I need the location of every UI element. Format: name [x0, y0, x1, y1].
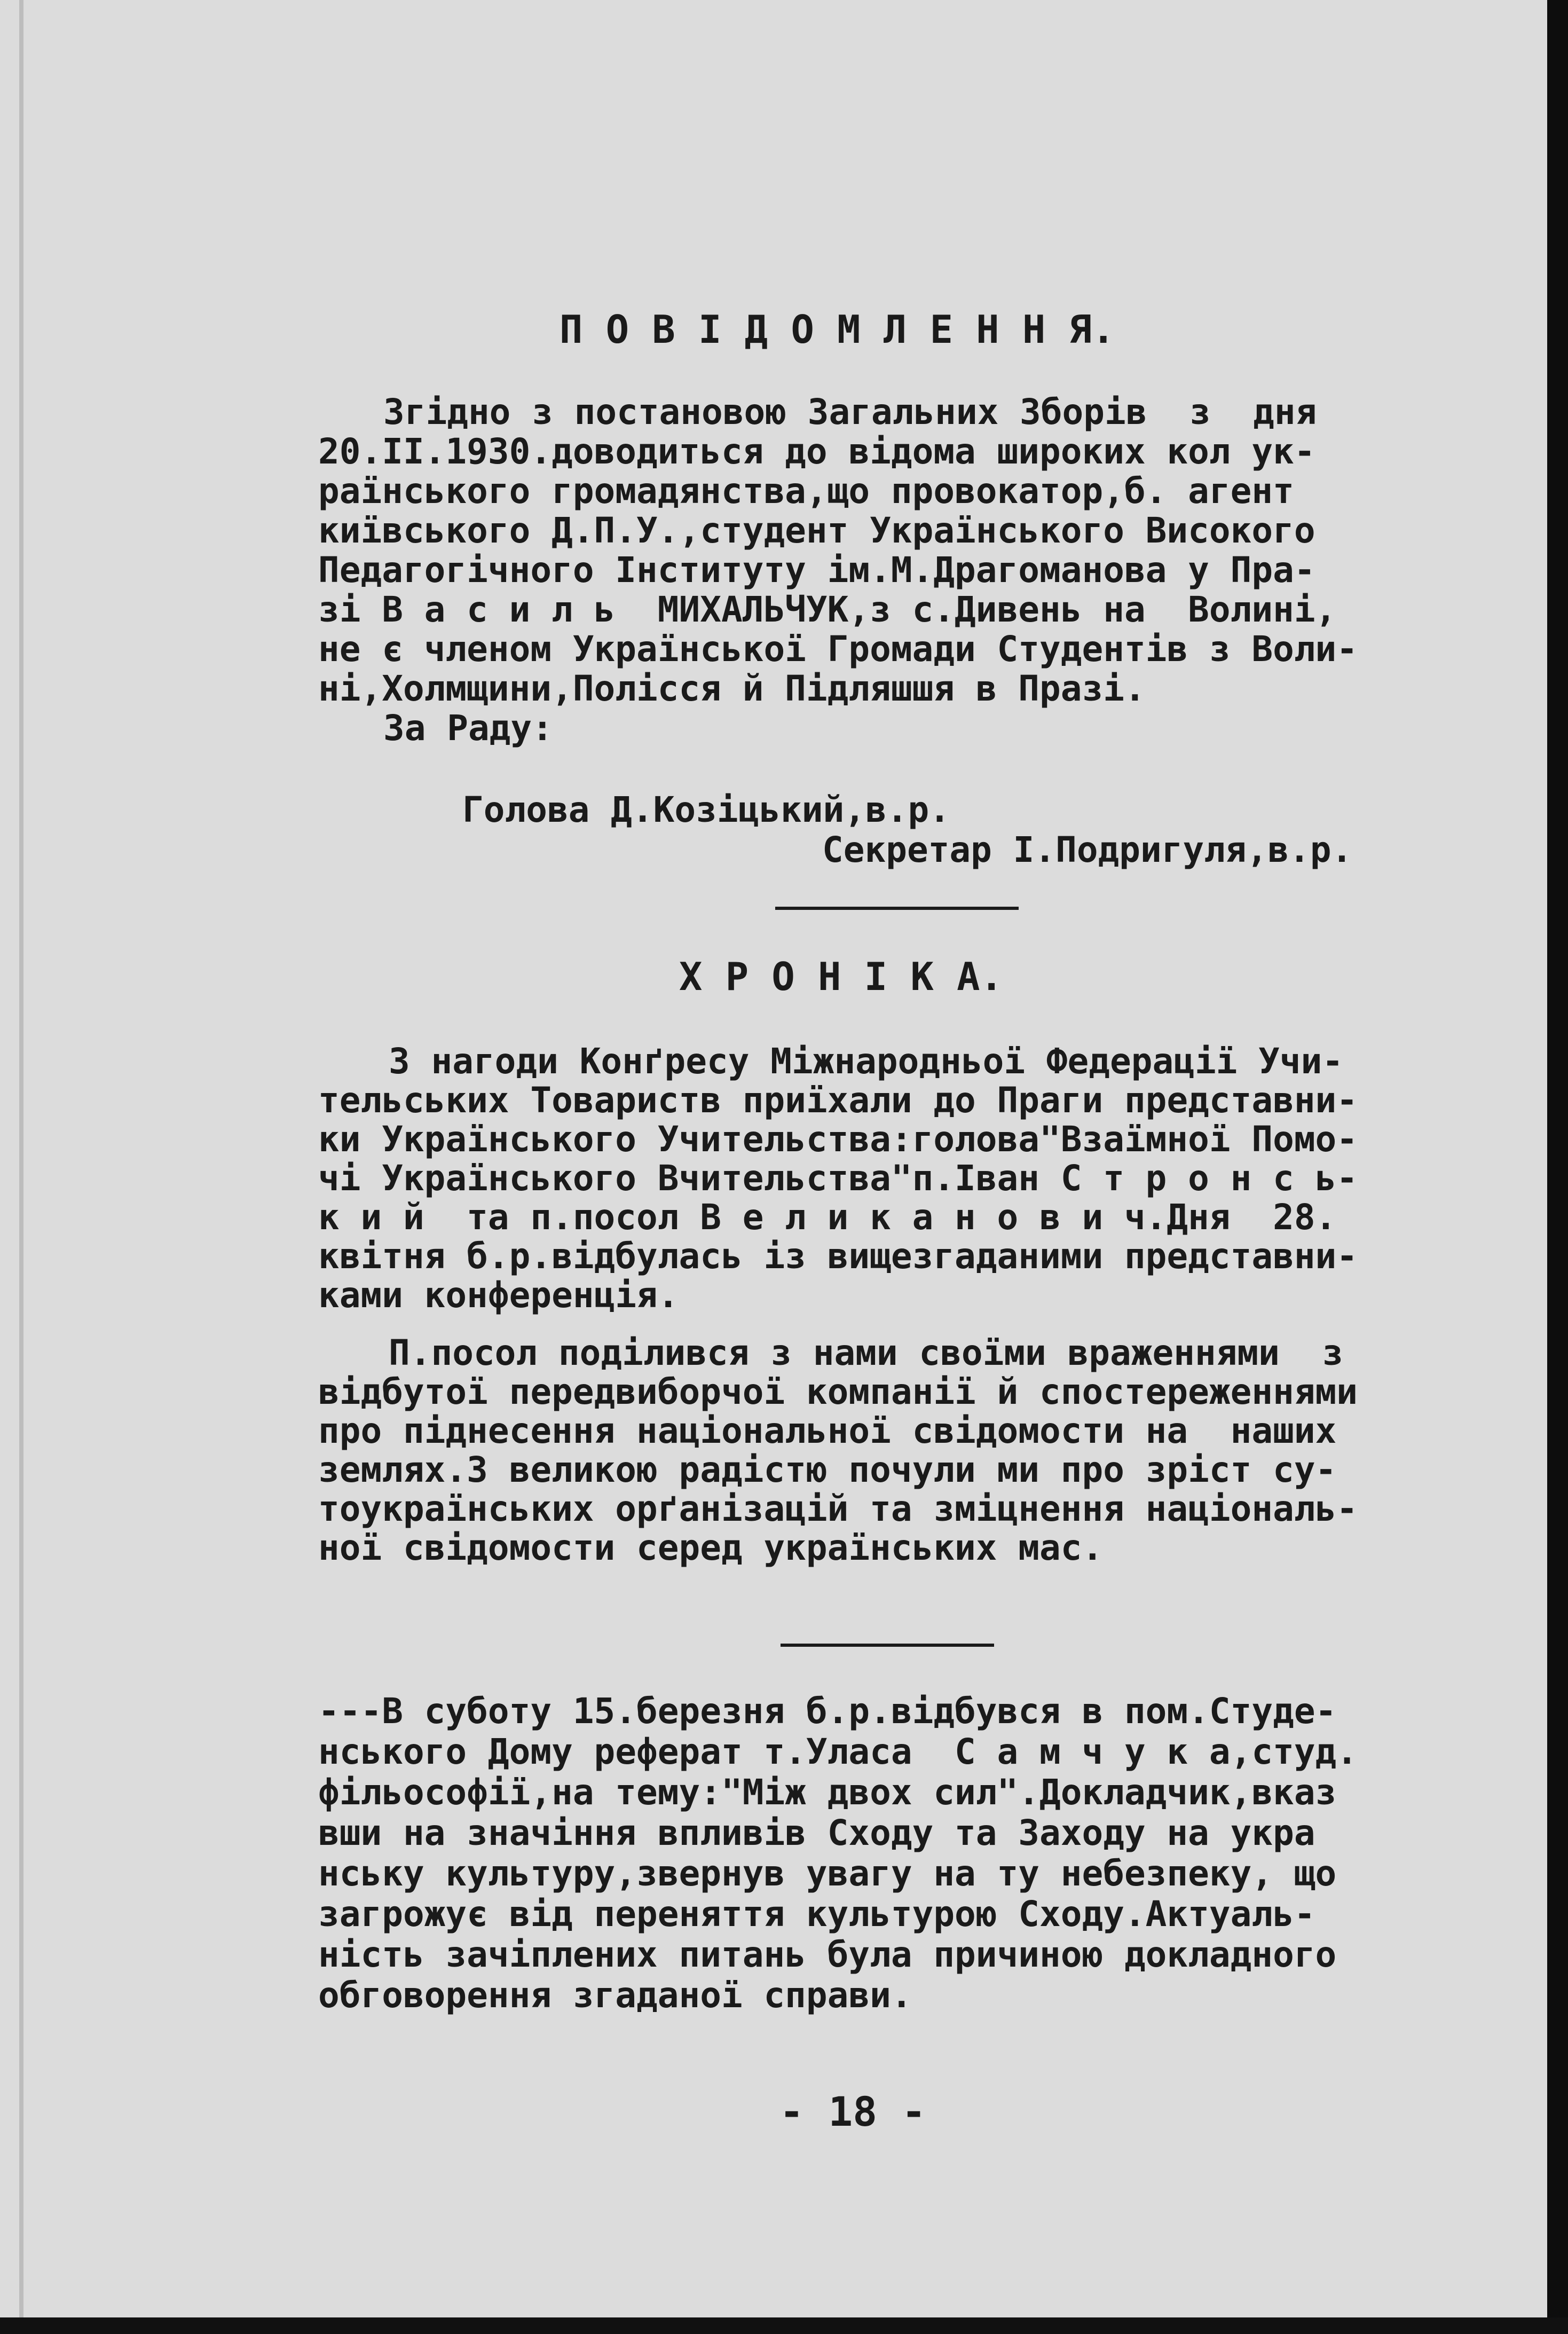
- notice-line: київського Д.П.У.,студент Українського Високого: [318, 510, 1315, 551]
- for-council-label: За Раду:: [383, 708, 553, 749]
- bottom-border-strip: [0, 2317, 1568, 2334]
- chronicle-paragraph-line: фільософії,на тему:"Між двох сил".Докладчик,вказ: [318, 1772, 1337, 1813]
- chronicle-heading: Х Р О Н І К А.: [679, 954, 1003, 999]
- notice-heading: П О В І Д О М Л Е Н Н Я.: [560, 307, 1115, 352]
- chronicle-paragraph-line: тоукраїнських орґанізацій та зміцнення національ-: [318, 1488, 1358, 1529]
- chronicle-paragraph-line: чі Українського Вчительства"п.Іван С т р о н с ь-: [318, 1158, 1358, 1199]
- notice-line: раїнського громадянства,що провокатор,б. агент: [318, 470, 1294, 512]
- section-divider: [775, 907, 1019, 910]
- chronicle-paragraph-line: про піднесення національної свідомости на наших: [318, 1410, 1337, 1451]
- notice-line: зі В а с и л ь МИХАЛЬЧУК,з с.Дивень на Волині,: [318, 589, 1337, 630]
- notice-line: 20.II.1930.доводиться до відома широких кол ук-: [318, 431, 1315, 472]
- chronicle-paragraph-line: ної свідомости серед українських мас.: [318, 1527, 1104, 1568]
- chronicle-paragraph-line: П.посол поділився з нами своїми враженнями з: [389, 1332, 1344, 1373]
- page-number: - 18 -: [779, 2088, 926, 2135]
- page-left-edge: [19, 0, 23, 2317]
- chairman-signature-line: Голова Д.Козіцький,в.р.: [462, 789, 950, 830]
- chronicle-paragraph-line: обговорення згаданої справи.: [318, 1975, 912, 2016]
- chronicle-paragraph-line: землях.З великою радістю почули ми про зріст су-: [318, 1449, 1337, 1490]
- chronicle-paragraph-line: вши на значіння впливів Сходу та Заходу на укра: [318, 1812, 1315, 1853]
- chronicle-paragraph-line: к и й та п.посол В е л и к а н о в и ч.Дня 28.: [318, 1197, 1337, 1238]
- chronicle-paragraph-line: ки Українського Учительства:голова"Взаїмної Помо-: [318, 1119, 1358, 1160]
- chronicle-paragraph-line: тельських Товариств приїхали до Праги представни-: [318, 1080, 1358, 1121]
- binding-strip: [1547, 0, 1568, 2334]
- chronicle-paragraph-line: ---В суботу 15.березня б.р.відбувся в пом.Студе-: [318, 1691, 1337, 1732]
- notice-line: не є членом Української Громади Студентів з Воли-: [318, 628, 1358, 670]
- chronicle-paragraph-line: ність зачіплених питань була причиною докладного: [318, 1934, 1337, 1975]
- chronicle-paragraph-line: відбутої передвиборчої компанії й спостереженнями: [318, 1371, 1358, 1412]
- chronicle-paragraph-line: ками конференція.: [318, 1275, 679, 1316]
- chronicle-paragraph-line: загрожує від переняття культурою Сходу.Актуаль-: [318, 1893, 1315, 1935]
- chronicle-paragraph-line: квітня б.р.відбулась із вищезгаданими представни-: [318, 1236, 1358, 1277]
- chronicle-paragraph-line: нського Дому реферат т.Уласа С а м ч у к а,студ.: [318, 1731, 1358, 1772]
- section-divider: [781, 1644, 994, 1647]
- chronicle-paragraph-line: нську культуру,звернув увагу на ту небезпеку, що: [318, 1853, 1337, 1894]
- notice-line: ні,Холмщини,Полісся й Підляшшя в Празі.: [318, 668, 1146, 709]
- notice-line: Педагогічного Інституту ім.М.Драгоманова у Пра-: [318, 549, 1315, 591]
- chronicle-paragraph-line: З нагоди Конґресу Міжнародньої Федерації Учи-: [389, 1041, 1344, 1082]
- notice-line: Згідно з постановою Загальних Зборів з дня: [383, 391, 1317, 433]
- secretary-signature-line: Секретар І.Подригуля,в.р.: [822, 829, 1353, 870]
